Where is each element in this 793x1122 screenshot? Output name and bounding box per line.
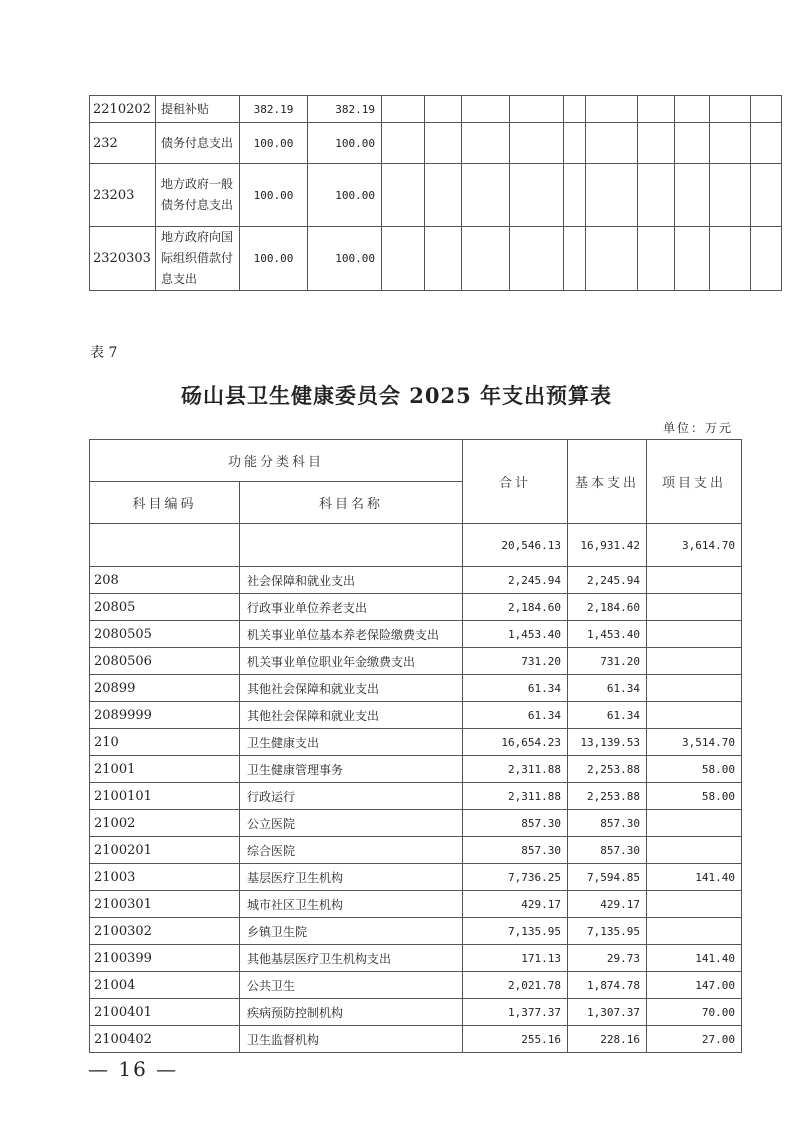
empty-cell	[462, 123, 510, 164]
value-subtotal: 100.00	[308, 227, 382, 291]
value-total: 1,377.37	[463, 999, 568, 1026]
empty-cell	[382, 227, 425, 291]
total-row-total: 20,546.13	[463, 524, 568, 567]
empty-cell	[382, 123, 425, 164]
subject-code: 2100401	[90, 999, 240, 1026]
empty-cell	[586, 123, 638, 164]
value-basic: 2,245.94	[568, 567, 647, 594]
empty-cell	[586, 164, 638, 227]
table-row	[90, 567, 742, 594]
value-basic: 2,184.60	[568, 594, 647, 621]
value-total: 731.20	[463, 648, 568, 675]
value-project: 141.40	[647, 945, 742, 972]
value-total: 7,736.25	[463, 864, 568, 891]
table-row	[90, 1026, 742, 1053]
table-row	[90, 729, 742, 756]
empty-cell	[425, 123, 462, 164]
empty-cell	[510, 164, 564, 227]
value-project: 141.40	[647, 864, 742, 891]
subject-code: 210	[90, 729, 240, 756]
subject-name: 行政事业单位养老支出	[240, 594, 463, 621]
subject-name: 地方政府一般债务付息支出	[156, 164, 240, 227]
subject-name: 卫生健康管理事务	[240, 756, 463, 783]
empty-cell	[710, 164, 751, 227]
value-project	[647, 837, 742, 864]
total-row-name	[240, 524, 463, 567]
empty-cell	[751, 164, 782, 227]
empty-cell	[425, 164, 462, 227]
value-basic: 13,139.53	[568, 729, 647, 756]
subject-code: 2080505	[90, 621, 240, 648]
value-subtotal: 100.00	[308, 164, 382, 227]
value-basic: 857.30	[568, 837, 647, 864]
subject-code: 20805	[90, 594, 240, 621]
document-title: 砀山县卫生健康委员会 2025 年支出预算表	[180, 383, 613, 408]
table-row	[90, 675, 742, 702]
value-project: 27.00	[647, 1026, 742, 1053]
header-function-category: 功能分类科目	[90, 440, 463, 482]
value-basic: 7,135.95	[568, 918, 647, 945]
subject-code: 208	[90, 567, 240, 594]
header-subject-code: 科目编码	[90, 482, 240, 524]
empty-cell	[586, 227, 638, 291]
value-basic: 7,594.85	[568, 864, 647, 891]
value-basic: 228.16	[568, 1026, 647, 1053]
empty-cell	[586, 96, 638, 123]
table-row	[90, 810, 742, 837]
subject-name: 公立医院	[240, 810, 463, 837]
value-project: 147.00	[647, 972, 742, 999]
subject-name: 其他社会保障和就业支出	[240, 675, 463, 702]
value-total: 429.17	[463, 891, 568, 918]
page-number: — 16 —	[88, 1057, 179, 1081]
empty-cell	[425, 96, 462, 123]
value-project: 3,514.70	[647, 729, 742, 756]
subject-code: 2100201	[90, 837, 240, 864]
value-basic: 61.34	[568, 675, 647, 702]
empty-cell	[675, 96, 710, 123]
table-row	[90, 227, 782, 291]
table-row	[90, 123, 782, 164]
value-total: 2,021.78	[463, 972, 568, 999]
value-basic: 1,307.37	[568, 999, 647, 1026]
value-total: 2,245.94	[463, 567, 568, 594]
subject-code: 21003	[90, 864, 240, 891]
empty-cell	[510, 123, 564, 164]
empty-cell	[710, 96, 751, 123]
expenditure-budget-table	[89, 439, 742, 1053]
value-total: 61.34	[463, 675, 568, 702]
table-row	[90, 945, 742, 972]
value-basic: 429.17	[568, 891, 647, 918]
subject-code: 21004	[90, 972, 240, 999]
total-row-basic: 16,931.42	[568, 524, 647, 567]
subject-code: 23203	[90, 164, 156, 227]
value-total: 857.30	[463, 810, 568, 837]
total-row-project: 3,614.70	[647, 524, 742, 567]
value-basic: 1,453.40	[568, 621, 647, 648]
value-project	[647, 594, 742, 621]
table-row	[90, 702, 742, 729]
table-row	[90, 891, 742, 918]
subject-name: 社会保障和就业支出	[240, 567, 463, 594]
empty-cell	[462, 96, 510, 123]
empty-cell	[751, 96, 782, 123]
table-row	[90, 621, 742, 648]
empty-cell	[751, 227, 782, 291]
subject-name: 债务付息支出	[156, 123, 240, 164]
empty-cell	[462, 227, 510, 291]
value-total: 255.16	[463, 1026, 568, 1053]
subject-name: 机关事业单位基本养老保险缴费支出	[240, 621, 463, 648]
subject-code: 2210202	[90, 96, 156, 123]
empty-cell	[564, 164, 586, 227]
value-total: 2,184.60	[463, 594, 568, 621]
subject-code: 2089999	[90, 702, 240, 729]
value-project: 58.00	[647, 756, 742, 783]
value-basic: 29.73	[568, 945, 647, 972]
empty-cell	[638, 123, 675, 164]
value-project	[647, 567, 742, 594]
continued-budget-table	[89, 95, 782, 291]
table-row	[90, 648, 742, 675]
value-project	[647, 702, 742, 729]
subject-code: 2100302	[90, 918, 240, 945]
value-total: 1,453.40	[463, 621, 568, 648]
empty-cell	[425, 227, 462, 291]
subject-code: 2100301	[90, 891, 240, 918]
subject-code: 2320303	[90, 227, 156, 291]
subject-name: 综合医院	[240, 837, 463, 864]
empty-cell	[564, 123, 586, 164]
value-total: 857.30	[463, 837, 568, 864]
value-subtotal: 100.00	[308, 123, 382, 164]
subject-name: 提租补贴	[156, 96, 240, 123]
subject-name: 卫生监督机构	[240, 1026, 463, 1053]
subject-name: 乡镇卫生院	[240, 918, 463, 945]
value-subtotal: 382.19	[308, 96, 382, 123]
total-row-code	[90, 524, 240, 567]
table-row	[90, 164, 782, 227]
table-row	[90, 756, 742, 783]
empty-cell	[382, 164, 425, 227]
value-total: 2,311.88	[463, 783, 568, 810]
value-basic: 2,253.88	[568, 783, 647, 810]
empty-cell	[675, 123, 710, 164]
subject-code: 20899	[90, 675, 240, 702]
value-total: 100.00	[240, 227, 308, 291]
subject-code: 2100402	[90, 1026, 240, 1053]
subject-code: 21001	[90, 756, 240, 783]
subject-code: 2100101	[90, 783, 240, 810]
subject-name: 城市社区卫生机构	[240, 891, 463, 918]
empty-cell	[510, 227, 564, 291]
subject-name: 其他社会保障和就业支出	[240, 702, 463, 729]
header-total: 合计	[463, 440, 568, 524]
value-total: 16,654.23	[463, 729, 568, 756]
empty-cell	[710, 123, 751, 164]
value-total: 61.34	[463, 702, 568, 729]
value-project	[647, 675, 742, 702]
value-project	[647, 648, 742, 675]
table-row	[90, 918, 742, 945]
value-total: 100.00	[240, 123, 308, 164]
empty-cell	[675, 227, 710, 291]
empty-cell	[382, 96, 425, 123]
value-basic: 1,874.78	[568, 972, 647, 999]
empty-cell	[638, 227, 675, 291]
value-basic: 61.34	[568, 702, 647, 729]
table-row	[90, 864, 742, 891]
subject-name: 卫生健康支出	[240, 729, 463, 756]
value-basic: 2,253.88	[568, 756, 647, 783]
subject-name: 地方政府向国际组织借款付息支出	[156, 227, 240, 291]
table-row	[90, 837, 742, 864]
table-row	[90, 594, 742, 621]
empty-cell	[564, 227, 586, 291]
empty-cell	[751, 123, 782, 164]
value-project: 58.00	[647, 783, 742, 810]
empty-cell	[638, 96, 675, 123]
subject-code: 232	[90, 123, 156, 164]
value-total: 100.00	[240, 164, 308, 227]
value-project	[647, 918, 742, 945]
subject-name: 公共卫生	[240, 972, 463, 999]
table-row	[90, 972, 742, 999]
table-row	[90, 783, 742, 810]
value-total: 382.19	[240, 96, 308, 123]
table-number-label: 表 7	[90, 345, 118, 361]
subject-name: 行政运行	[240, 783, 463, 810]
value-project	[647, 810, 742, 837]
value-total: 7,135.95	[463, 918, 568, 945]
total-row	[90, 524, 742, 567]
value-basic: 857.30	[568, 810, 647, 837]
subject-name: 机关事业单位职业年金缴费支出	[240, 648, 463, 675]
empty-cell	[710, 227, 751, 291]
header-subject-name: 科目名称	[240, 482, 463, 524]
value-project	[647, 891, 742, 918]
value-total: 171.13	[463, 945, 568, 972]
header-project-expenditure: 项目支出	[647, 440, 742, 524]
subject-name: 基层医疗卫生机构	[240, 864, 463, 891]
empty-cell	[675, 164, 710, 227]
table-row	[90, 96, 782, 123]
subject-code: 2080506	[90, 648, 240, 675]
table-row	[90, 999, 742, 1026]
value-total: 2,311.88	[463, 756, 568, 783]
empty-cell	[564, 96, 586, 123]
subject-code: 2100399	[90, 945, 240, 972]
header-basic-expenditure: 基本支出	[568, 440, 647, 524]
unit-label: 单位：万元	[662, 421, 733, 435]
subject-name: 其他基层医疗卫生机构支出	[240, 945, 463, 972]
empty-cell	[638, 164, 675, 227]
value-project: 70.00	[647, 999, 742, 1026]
empty-cell	[510, 96, 564, 123]
subject-name: 疾病预防控制机构	[240, 999, 463, 1026]
subject-code: 21002	[90, 810, 240, 837]
empty-cell	[462, 164, 510, 227]
value-basic: 731.20	[568, 648, 647, 675]
value-project	[647, 621, 742, 648]
